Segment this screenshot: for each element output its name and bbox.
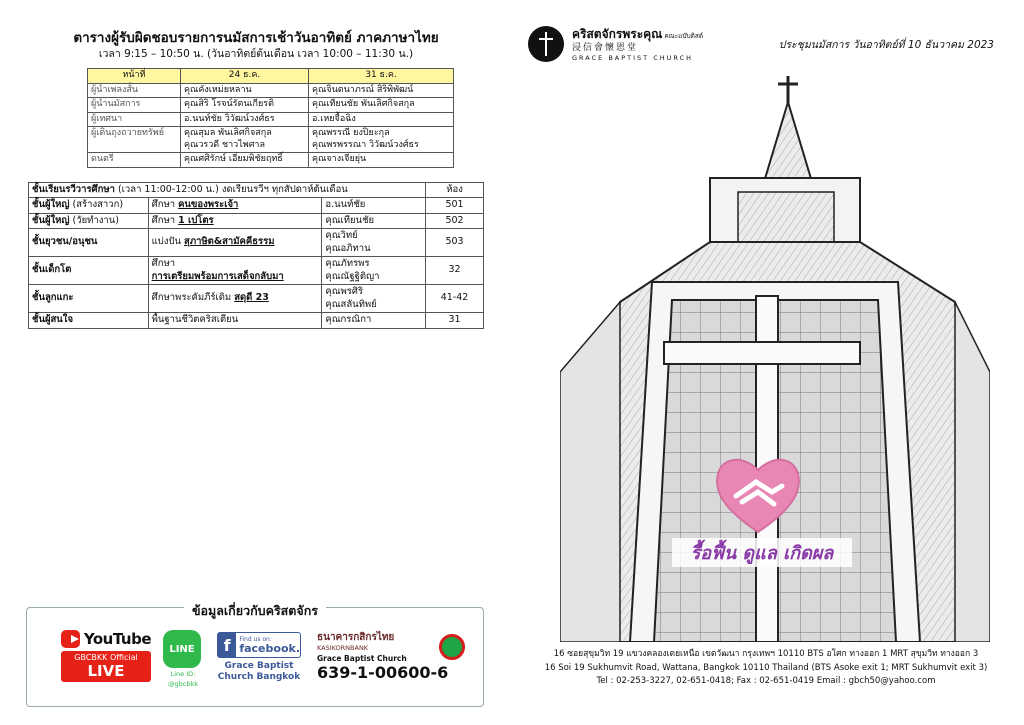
class-topic xyxy=(148,213,322,229)
roster-title: ตารางผู้รับผิดชอบรายการนมัสการเช้าวันอาทิตย์ ภาคภาษาไทย xyxy=(73,30,439,46)
address-en: 16 Soi 19 Sukhumvit Road, Wattana, Bangkok 10110 Thailand (BTS Asoke exit 1; MRT Sukhumvit exit 3) xyxy=(544,662,988,673)
roster-role: ผู้เทศนา xyxy=(88,112,181,127)
classes-header-title: ชั้นเรียนรวีวารศึกษา xyxy=(32,183,115,195)
class-teacher xyxy=(322,285,426,313)
class-topic xyxy=(148,285,322,313)
classes-header-row xyxy=(29,182,484,198)
address-th: 16 ซอยสุขุมวิท 19 แขวงคลองเตยเหนือ เขตวัฒนา กรุงเทพฯ 10110 BTS อโศก ทางออก 1 MRT สุขุมวิท ทางออก 3 xyxy=(553,649,979,659)
class-name-text: ชั้นผู้ใหญ่ xyxy=(32,214,70,226)
youtube-channel: GBCBKK Official xyxy=(74,653,138,662)
facebook-wordmark: facebook. xyxy=(239,641,300,655)
heart-handshake-icon xyxy=(712,452,804,536)
roster-subtitle: เวลา 9:15 – 10:50 น. (วันอาทิตย์ต้นเดือน เวลา 10:00 – 11:30 น.) xyxy=(98,48,414,60)
class-name xyxy=(29,313,149,329)
class-room: 503 xyxy=(426,229,484,257)
class-name-sub: (สร้างสาวก) xyxy=(69,199,124,210)
roster-cell xyxy=(181,127,309,153)
roster-cell: คุณจินตนาภรณ์ สิริพิพัฒน์ xyxy=(309,83,454,98)
class-room: 32 xyxy=(426,257,484,285)
line-icon: LINE xyxy=(163,630,201,668)
roster-role: ผู้นำนมัสการ xyxy=(88,98,181,113)
roster-cell: คุณศศิรักษ์ เอี่ยมพิชัยฤทธิ์ xyxy=(181,153,309,168)
church-name-cn: 浸信會懷恩堂 xyxy=(572,42,639,53)
youtube-icon xyxy=(61,630,80,648)
contact-info: Tel : 02-253-3227, 02-651-0418; Fax : 02-651-0419 Email : gbch50@yahoo.com xyxy=(596,676,936,686)
roster-name: คุณวรวดี ชาวไพศาล xyxy=(184,139,265,150)
youtube-logo xyxy=(61,630,151,648)
class-room: 41-42 xyxy=(426,285,484,313)
roster-role: ผู้นำเพลงสั้น xyxy=(88,83,181,98)
class-topic-text: คนของพระเจ้า xyxy=(178,199,239,210)
table-row xyxy=(88,112,454,127)
table-row xyxy=(29,198,484,214)
class-name-text: ชั้นยุวชน/อนุชน xyxy=(32,236,98,248)
roster-cell: อ.นนท์ชัย วิวัฒน์วงศ์ธร xyxy=(181,112,309,127)
facebook-icon: f xyxy=(218,633,236,657)
class-name-text: ชั้นผู้ใหญ่ xyxy=(32,199,70,210)
classes-header-room: ห้อง xyxy=(426,182,484,198)
facebook-find-us: Find us on: xyxy=(239,635,272,643)
roster-role: ผู้เดินถุงถวายทรัพย์ xyxy=(88,127,181,153)
roster-role: ดนตรี xyxy=(88,153,181,168)
youtube-live-label: LIVE xyxy=(87,662,125,680)
bank-account-number: 639-1-00600-6 xyxy=(317,663,449,682)
bank-info xyxy=(317,632,477,683)
roster-cell: คุณสิริ โรจน์รัตนเกียรติ xyxy=(181,98,309,113)
church-info-title-wrap xyxy=(27,600,483,621)
table-row xyxy=(88,98,454,113)
church-info-title: ข้อมูลเกี่ยวกับคริสตจักร xyxy=(184,603,326,618)
roster-cell: คุณคังเหม่ยหลาน xyxy=(181,83,309,98)
class-topic-text: 1 เปโตร xyxy=(178,214,214,226)
facebook-page-name-1: Grace Baptist xyxy=(224,661,294,671)
class-teacher-name: คุณอภิทาน xyxy=(325,242,371,254)
facebook-badge xyxy=(217,632,301,658)
roster-header-row xyxy=(88,69,454,84)
class-teacher xyxy=(322,229,426,257)
roster-header-date-2: 31 ธ.ค. xyxy=(309,69,454,84)
facebook-link[interactable] xyxy=(217,632,301,682)
class-topic-text: การเตรียมพร้อมการเสด็จกลับมา xyxy=(151,270,284,282)
class-room: 501 xyxy=(426,198,484,214)
youtube-live-badge xyxy=(61,651,151,682)
roster-cell: อ.เหยจื้อฉิง xyxy=(309,112,454,127)
roster-cell: คุณเทียนชัย พันเลิศกิจสกุล xyxy=(309,98,454,113)
left-panel xyxy=(28,30,484,329)
slogan: รื้อฟื้น ดูแล เกิดผล xyxy=(672,538,852,567)
roster-table xyxy=(87,68,454,168)
right-wing xyxy=(955,302,990,642)
spire xyxy=(764,102,812,182)
class-name-text: ชั้นลูกแกะ xyxy=(32,292,74,304)
class-name xyxy=(29,229,149,257)
table-row xyxy=(29,213,484,229)
roster-cell xyxy=(309,127,454,153)
roster-name: คุณสุมล พันเลิศกิจสกุล xyxy=(184,128,272,138)
classes-header-time: (เวลา 11:00-12:00 น.) งดเรียนรวีฯ ทุกสัปดาห์ต้นเดือน xyxy=(114,183,348,195)
sunday-school-table xyxy=(28,182,484,329)
class-topic-prefix: ศึกษา xyxy=(151,214,179,226)
class-name xyxy=(29,257,149,285)
class-topic-prefix: แบ่งปัน xyxy=(151,236,185,248)
church-name-th-small: คณะแบ๊บติสต์ xyxy=(662,31,704,40)
class-topic xyxy=(148,198,322,214)
table-row xyxy=(88,127,454,153)
church-name-th-text: คริสตจักรพระคุณ xyxy=(572,26,663,41)
cross-logo-icon xyxy=(528,26,564,62)
class-room: 31 xyxy=(426,313,484,329)
church-name-th xyxy=(572,27,703,43)
roster-cell: คุณจางเจียยุ่น xyxy=(309,153,454,168)
class-topic-prefix: ศึกษา xyxy=(151,199,179,210)
class-teacher: คุณกรณิกา xyxy=(322,313,426,329)
tower-top-panel xyxy=(738,192,834,242)
class-teacher-name: คุณสลันทิพย์ xyxy=(325,298,377,310)
class-name-sub: (วัยทำงาน) xyxy=(69,214,119,226)
large-cross-bar xyxy=(664,342,860,364)
youtube-link[interactable] xyxy=(61,630,151,682)
class-name-text: ชั้นเด็กโต xyxy=(32,264,72,276)
class-room: 502 xyxy=(426,213,484,229)
service-date: ประชุมนมัสการ วันอาทิตย์ที่ 10 ธันวาคม 2023 xyxy=(778,39,994,51)
table-row xyxy=(88,83,454,98)
line-id: @gbcbkk xyxy=(168,680,198,688)
class-teacher-name: คุณภัทรพร xyxy=(325,258,370,269)
left-wing xyxy=(560,302,620,642)
church-name xyxy=(572,27,703,62)
class-topic xyxy=(148,229,322,257)
table-row xyxy=(29,285,484,313)
church-info-box xyxy=(26,603,484,707)
class-name-text: ชั้นผู้สนใจ xyxy=(32,314,74,325)
class-name xyxy=(29,198,149,214)
table-row xyxy=(29,257,484,285)
class-topic-text: สดุดี 23 xyxy=(234,292,269,304)
bank-account-name: Grace Baptist Church xyxy=(317,654,407,663)
church-logo xyxy=(528,26,703,62)
class-teacher: อ.นนท์ชัย xyxy=(322,198,426,214)
class-topic-text: สุภาษิต&สามัคคีธรรม xyxy=(184,236,275,248)
line-id-label: Line ID: xyxy=(170,670,196,678)
class-topic-prefix: ศึกษา xyxy=(151,258,176,269)
roster-name: คุณพรพรรณา วิวัฒน์วงศ์ธร xyxy=(312,139,419,150)
class-topic xyxy=(148,257,322,285)
line-link[interactable] xyxy=(163,630,203,688)
class-teacher-name: คุณพรศิริ xyxy=(325,286,364,297)
kbank-logo-icon xyxy=(439,634,465,660)
class-teacher: คุณเทียนชัย xyxy=(322,213,426,229)
roster-name: คุณพรรณี ยงปิยะกุล xyxy=(312,128,390,138)
class-topic: พื้นฐานชีวิตคริสเตียน xyxy=(148,313,322,329)
youtube-wordmark: YouTube xyxy=(83,630,151,648)
class-teacher-name: คุณณัฐฐิติญา xyxy=(325,270,380,282)
class-name xyxy=(29,213,149,229)
class-name xyxy=(29,285,149,313)
church-address xyxy=(508,648,1024,689)
roster-header-date-1: 24 ธ.ค. xyxy=(181,69,309,84)
church-name-en: GRACE BAPTIST CHURCH xyxy=(572,53,694,62)
bank-name-en: KASIKORNBANK xyxy=(317,644,369,652)
bank-name-th: ธนาคารกสิกรไทย xyxy=(317,632,395,643)
roster-header-role: หน้าที่ xyxy=(88,69,181,84)
class-teacher-name: คุณวิทย์ xyxy=(325,230,358,241)
classes-header xyxy=(29,182,426,198)
class-teacher xyxy=(322,257,426,285)
facebook-text xyxy=(236,636,300,655)
facebook-page-name-2: Church Bangkok xyxy=(217,671,301,682)
class-topic-prefix: ศึกษาพระคัมภีร์เดิม xyxy=(151,292,235,304)
table-row xyxy=(29,229,484,257)
table-row xyxy=(29,313,484,329)
table-row xyxy=(88,153,454,168)
